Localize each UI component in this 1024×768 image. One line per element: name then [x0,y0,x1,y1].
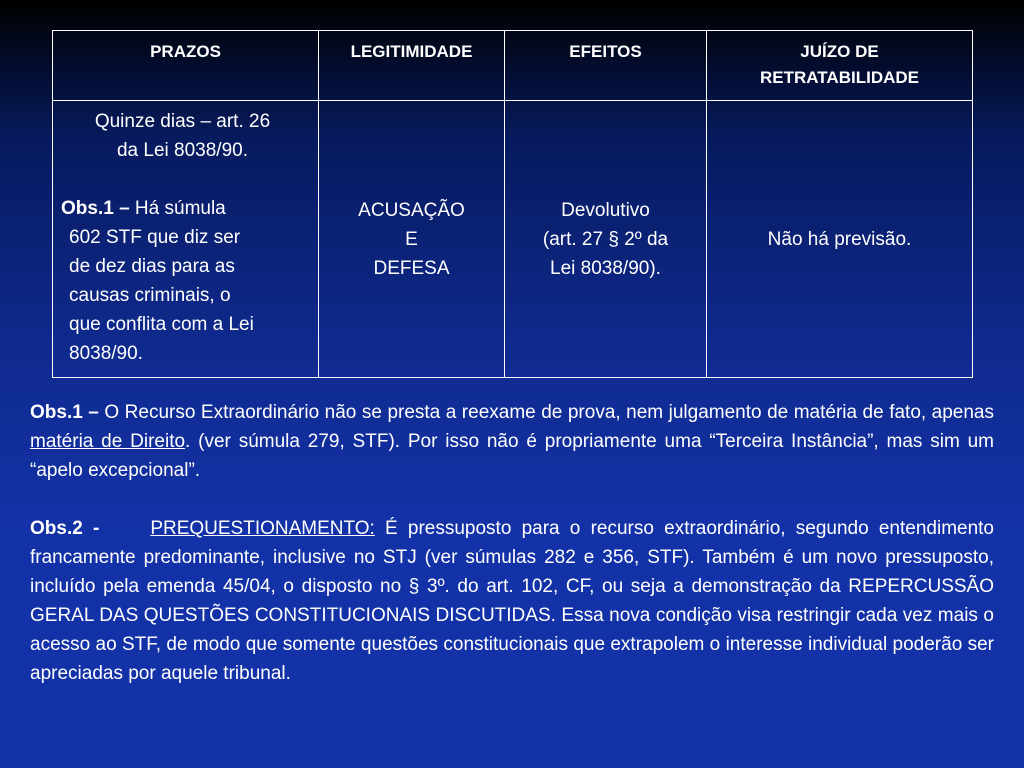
cell-efeitos [505,101,707,378]
prazos-obs-label: Obs.1 – [61,198,130,219]
cell-prazos [53,101,319,378]
table-row [53,101,973,378]
obs1-text-b: . (ver súmula 279, STF). Por isso não é propriamente uma “Terceira Instância”, mas sim um “apelo excepcional”. [30,431,995,481]
summary-table [52,30,973,378]
notes-section [30,398,994,717]
prazos-obs-line2: 602 STF que diz ser [69,227,241,248]
cell-legitimidade [319,101,505,378]
legitimidade-line1: ACUSAÇÃO [358,199,465,221]
header-juizo [707,31,973,101]
header-juizo-line2: RETRATABILIDADE [760,68,919,87]
obs1-text-a: O Recurso Extraordinário não se presta a reexame de prova, nem julgamento de matéria de fato, apenas [98,402,994,423]
header-legitimidade: LEGITIMIDADE [319,31,505,101]
efeitos-line3: Lei 8038/90). [550,257,661,279]
efeitos-line2: (art. 27 § 2º da [542,228,669,250]
obs1-underlined: matéria de Direito [30,431,186,452]
cell-juizo: Não há previsão. [707,101,973,378]
obs2-label: Obs.2 - [30,518,100,539]
table-header-row [53,31,973,101]
efeitos-line1: Devolutivo [561,199,650,221]
prazos-line1: Quinze dias – art. 26 [94,111,271,132]
header-efeitos: EFEITOS [505,31,707,101]
prazos-obs-line4: causas criminais, o [69,285,231,306]
prazos-obs-line3: de dez dias para as [69,256,235,277]
prazos-line2: da Lei 8038/90. [116,140,248,161]
obs2-underlined: PREQUESTIONAMENTO: [150,518,375,539]
prazos-obs-line6: 8038/90. [69,343,143,364]
note-obs2 [30,514,994,688]
obs2-text: É pressuposto para o recurso extraordinário, segundo entendimento francamente predominante, inclusive no STJ (ver súmulas 282 e 356, STF). Também é um novo pressuposto, incluído pela emenda 45/04, o disposto no § 3º. do art. 102, CF, ou seja a demonstração da REPERCUSSÃO GERAL DAS QUESTÕES CONSTITUCIONAIS DISCUTIDAS. Essa nova condição visa restringir cada vez mais o acesso ao STF, de modo que somente questões constitucionais que extrapolem o interesse individual poderão ser apreciadas por aquele tribunal. [30,518,995,684]
header-juizo-line1: JUÍZO DE [800,42,879,61]
header-prazos: PRAZOS [53,31,319,101]
note-obs1 [30,398,994,485]
legitimidade-line3: DEFESA [373,257,450,279]
prazos-obs-line5: que conflita com a Lei [69,314,254,335]
obs1-label: Obs.1 – [30,402,99,423]
legitimidade-line2: E [405,228,418,250]
prazos-obs-line1: Há súmula [129,198,226,219]
